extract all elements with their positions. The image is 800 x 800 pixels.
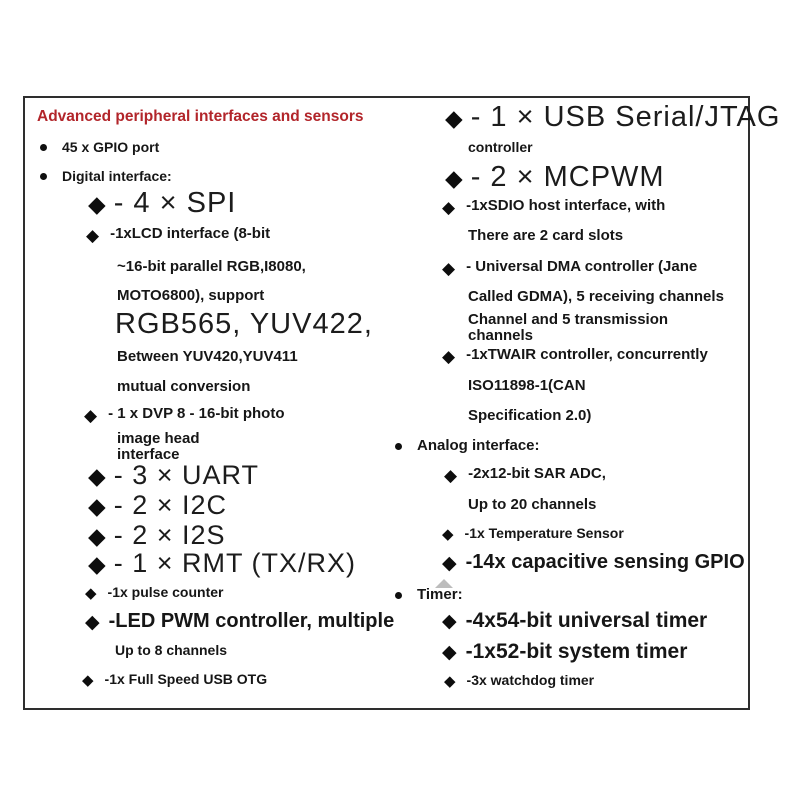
item-text: controller bbox=[468, 139, 533, 155]
item-text: Called GDMA), 5 receiving channels bbox=[468, 288, 724, 305]
diamond-icon: ◆ bbox=[442, 642, 457, 664]
item-analog-interface bbox=[395, 438, 540, 455]
item-dma-controller bbox=[442, 259, 697, 276]
item-digital-interface bbox=[40, 169, 172, 184]
item-usb-serial-jtag-line2 bbox=[468, 140, 533, 155]
item-lcd-line6 bbox=[117, 379, 250, 396]
diamond-icon: ◆ bbox=[88, 463, 106, 490]
item-lcd-line4 bbox=[115, 309, 373, 341]
item-gpio-port bbox=[40, 140, 159, 155]
item-text: - 2 × MCPWM bbox=[470, 161, 665, 193]
diamond-icon: ◆ bbox=[85, 585, 97, 603]
diamond-icon: ◆ bbox=[444, 673, 456, 691]
item-text: -14x capacitive sensing GPIO bbox=[465, 551, 745, 573]
diamond-icon: ◆ bbox=[82, 672, 94, 690]
item-spi bbox=[88, 188, 236, 220]
item-sar-adc-line2 bbox=[468, 497, 596, 514]
dot-bullet-icon bbox=[395, 592, 402, 599]
diamond-icon: ◆ bbox=[88, 191, 106, 218]
item-touch-gpio bbox=[442, 551, 745, 573]
diamond-icon: ◆ bbox=[442, 552, 457, 574]
diamond-icon: ◆ bbox=[88, 493, 106, 520]
item-i2s bbox=[88, 521, 226, 551]
diamond-icon: ◆ bbox=[86, 226, 100, 245]
diamond-icon: ◆ bbox=[444, 466, 458, 485]
item-twai-controller bbox=[442, 347, 708, 364]
diamond-icon: ◆ bbox=[442, 259, 456, 278]
item-mcpwm bbox=[445, 162, 665, 194]
spec-sheet-panel bbox=[23, 96, 781, 710]
item-text: -LED PWM controller, multiple bbox=[108, 610, 395, 632]
item-temperature-sensor bbox=[442, 525, 624, 544]
heading-text: Advanced peripheral interfaces and sensors bbox=[37, 108, 364, 125]
item-text: MOTO6800), support bbox=[117, 287, 265, 304]
item-lcd-line5 bbox=[117, 349, 298, 366]
diamond-icon: ◆ bbox=[445, 165, 463, 192]
item-text: - 3 × UART bbox=[113, 460, 259, 490]
diamond-icon: ◆ bbox=[88, 551, 106, 578]
diamond-icon: ◆ bbox=[442, 526, 454, 544]
item-uart bbox=[88, 461, 259, 491]
item-system-timer bbox=[442, 640, 687, 663]
item-usb-otg bbox=[82, 671, 268, 690]
item-text: - 1 × RMT (TX/RX) bbox=[113, 548, 356, 578]
item-text: - 2 × I2S bbox=[113, 520, 226, 550]
item-timer-section bbox=[395, 587, 463, 604]
item-twai-line2 bbox=[468, 378, 586, 395]
item-sdio-host bbox=[442, 198, 665, 215]
item-text: Analog interface: bbox=[417, 437, 540, 454]
diamond-icon: ◆ bbox=[445, 105, 463, 132]
item-text: ISO11898-1(CAN bbox=[468, 377, 586, 394]
item-universal-timer bbox=[442, 609, 707, 632]
dot-bullet-icon bbox=[395, 443, 402, 450]
dot-bullet-icon bbox=[40, 173, 47, 180]
item-text: There are 2 card slots bbox=[468, 227, 624, 244]
item-text: -2x12-bit SAR ADC, bbox=[468, 465, 606, 483]
item-rmt bbox=[88, 549, 356, 579]
item-text: -1x52-bit system timer bbox=[465, 640, 688, 663]
item-text: -1xTWAIR controller, concurrently bbox=[466, 346, 708, 364]
item-text: -1x pulse counter bbox=[107, 584, 224, 600]
item-text: -4x54-bit universal timer bbox=[465, 609, 708, 632]
item-sdio-line2 bbox=[468, 228, 623, 245]
item-text: mutual conversion bbox=[117, 378, 251, 395]
item-text: Channel and 5 transmission bbox=[468, 311, 669, 328]
item-text: - 1 x DVP 8 - 16-bit photo bbox=[108, 405, 285, 423]
item-text: -1x Full Speed USB OTG bbox=[104, 671, 268, 687]
diamond-icon: ◆ bbox=[442, 611, 457, 633]
diamond-icon: ◆ bbox=[84, 406, 98, 425]
diamond-icon: ◆ bbox=[442, 198, 456, 217]
item-watchdog-timer bbox=[444, 672, 595, 691]
item-text: - 1 × USB Serial/JTAG bbox=[470, 101, 781, 133]
item-text: - 4 × SPI bbox=[113, 187, 237, 219]
item-sar-adc bbox=[444, 466, 606, 483]
item-text: Timer: bbox=[417, 586, 463, 603]
item-text: Up to 20 channels bbox=[468, 496, 597, 513]
item-lcd-line2 bbox=[117, 259, 306, 276]
item-i2c bbox=[88, 491, 227, 521]
item-text: - Universal DMA controller (Jane bbox=[466, 258, 698, 276]
item-lcd-line3 bbox=[117, 288, 264, 305]
item-text: -1x Temperature Sensor bbox=[464, 525, 624, 541]
item-text: - 2 × I2C bbox=[113, 490, 227, 520]
item-text: -3x watchdog timer bbox=[466, 672, 595, 688]
item-text: image head bbox=[117, 430, 200, 447]
item-text: Digital interface: bbox=[62, 168, 172, 184]
item-usb-serial-jtag bbox=[445, 102, 780, 134]
item-text: 45 x GPIO port bbox=[62, 139, 160, 155]
item-text: -1xLCD interface (8-bit bbox=[110, 225, 271, 243]
item-lcd-interface bbox=[86, 226, 270, 243]
item-text: interface bbox=[117, 446, 180, 463]
item-text: Specification 2.0) bbox=[468, 407, 592, 424]
item-led-pwm bbox=[85, 610, 394, 632]
item-text: Up to 8 channels bbox=[115, 642, 228, 658]
item-dvp-camera bbox=[84, 406, 285, 423]
diamond-icon: ◆ bbox=[85, 611, 100, 633]
item-text: -1xSDIO host interface, with bbox=[466, 197, 666, 215]
item-dma-line2 bbox=[468, 289, 724, 306]
item-text: Between YUV420,YUV411 bbox=[117, 348, 298, 365]
section-heading bbox=[37, 108, 363, 125]
item-pulse-counter bbox=[85, 584, 224, 603]
item-dma-line4 bbox=[468, 328, 533, 345]
item-led-pwm-line2 bbox=[115, 643, 227, 658]
item-text: RGB565, YUV422, bbox=[115, 308, 373, 340]
item-text: ~16-bit parallel RGB,I8080, bbox=[117, 258, 306, 275]
item-text: channels bbox=[468, 327, 534, 344]
diamond-icon: ◆ bbox=[442, 347, 456, 366]
dot-bullet-icon bbox=[40, 144, 47, 151]
item-twai-line3 bbox=[468, 408, 591, 425]
diamond-icon: ◆ bbox=[88, 523, 106, 550]
